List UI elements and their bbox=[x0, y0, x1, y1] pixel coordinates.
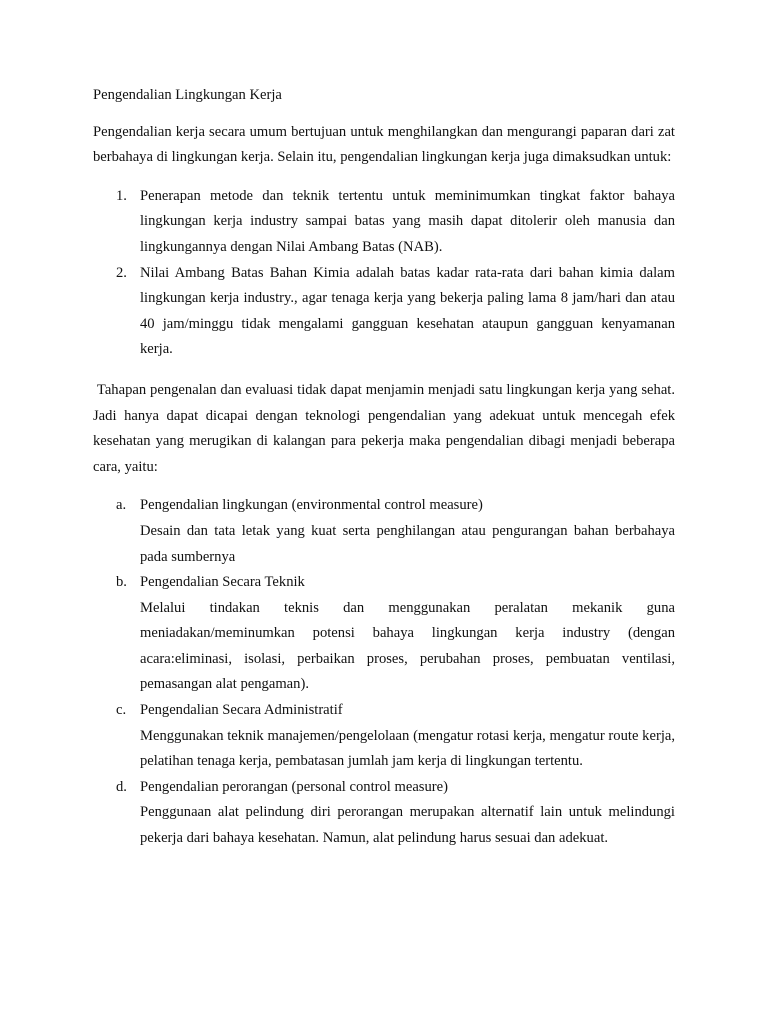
document-title: Pengendalian Lingkungan Kerja bbox=[93, 87, 282, 103]
list-item-heading: Pengendalian Secara Administratif bbox=[140, 702, 343, 719]
numbered-list-item bbox=[116, 261, 675, 363]
list-marker: d. bbox=[116, 778, 127, 795]
document-body bbox=[93, 83, 679, 852]
list-item-description: Penggunaan alat pelindung diri perorangan merupakan alternatif lain untuk melindungi pekerja dari bahaya kesehatan. Namun, alat pelindung harus sesuai dan adekuat. bbox=[140, 804, 675, 847]
lettered-list-item bbox=[116, 775, 675, 852]
lettered-list bbox=[93, 493, 675, 851]
list-item-description: Melalui tindakan teknis dan menggunakan peralatan mekanik guna meniadakan/meminumkan potensi bahaya lingkungan kerja industry (dengan acara:eliminasi, isolasi, perbaikan proses, perubahan proses, pembuatan ventilasi, pemasangan alat pengaman). bbox=[140, 599, 675, 693]
lettered-list-item bbox=[116, 570, 675, 698]
intro-paragraph: Pengendalian kerja secara umum bertujuan untuk menghilangkan dan mengurangi paparan dari zat berbahaya di lingkungan kerja. Selain itu, pengendalian lingkungan kerja juga dimaksudkan untuk: bbox=[93, 123, 675, 166]
numbered-list bbox=[93, 184, 675, 363]
list-item-text: Nilai Ambang Batas Bahan Kimia adalah batas kadar rata-rata dari bahan kimia dalam lingkungan kerja industry., agar tenaga kerja yang bekerja paling lama 8 jam/hari dan atau 40 jam/minggu tidak mengalami gangguan kesehatan ataupun gangguan kenyamanan kerja. bbox=[140, 264, 675, 358]
list-item-heading: Pengendalian lingkungan (environmental control measure) bbox=[140, 497, 483, 514]
lettered-list-item bbox=[116, 698, 675, 775]
list-item-heading: Pengendalian perorangan (personal control measure) bbox=[140, 778, 448, 795]
list-marker: 2. bbox=[116, 264, 127, 281]
list-item-text: Penerapan metode dan teknik tertentu untuk meminimumkan tingkat faktor bahaya lingkungan kerja industry sampai batas yang masih dapat ditolerir oleh manusia dan lingkungannya dengan Nilai Ambang Batas (NAB). bbox=[140, 187, 675, 255]
second-paragraph: Tahapan pengenalan dan evaluasi tidak dapat menjamin menjadi satu lingkungan kerja yang sehat. Jadi hanya dapat dicapai dengan teknologi pengendalian yang adekuat untuk mencegah efek kesehatan yang merugikan di kalangan para pekerja maka pengendalian dibagi menjadi beberapa cara, yaitu: bbox=[93, 381, 679, 475]
list-item-description: Desain dan tata letak yang kuat serta penghilangan atau pengurangan bahan berbahaya pada sumbernya bbox=[140, 522, 675, 565]
lettered-list-item bbox=[116, 493, 675, 570]
list-item-heading: Pengendalian Secara Teknik bbox=[140, 574, 305, 591]
list-marker: c. bbox=[116, 702, 127, 719]
list-marker: a. bbox=[116, 497, 127, 514]
list-item-description: Menggunakan teknik manajemen/pengelolaan (mengatur rotasi kerja, mengatur route kerja, pelatihan tenaga kerja, pembatasan jumlah jam kerja di lingkungan tertentu. bbox=[140, 727, 675, 770]
list-marker: 1. bbox=[116, 187, 127, 204]
list-marker: b. bbox=[116, 574, 127, 591]
numbered-list-item bbox=[116, 184, 675, 261]
